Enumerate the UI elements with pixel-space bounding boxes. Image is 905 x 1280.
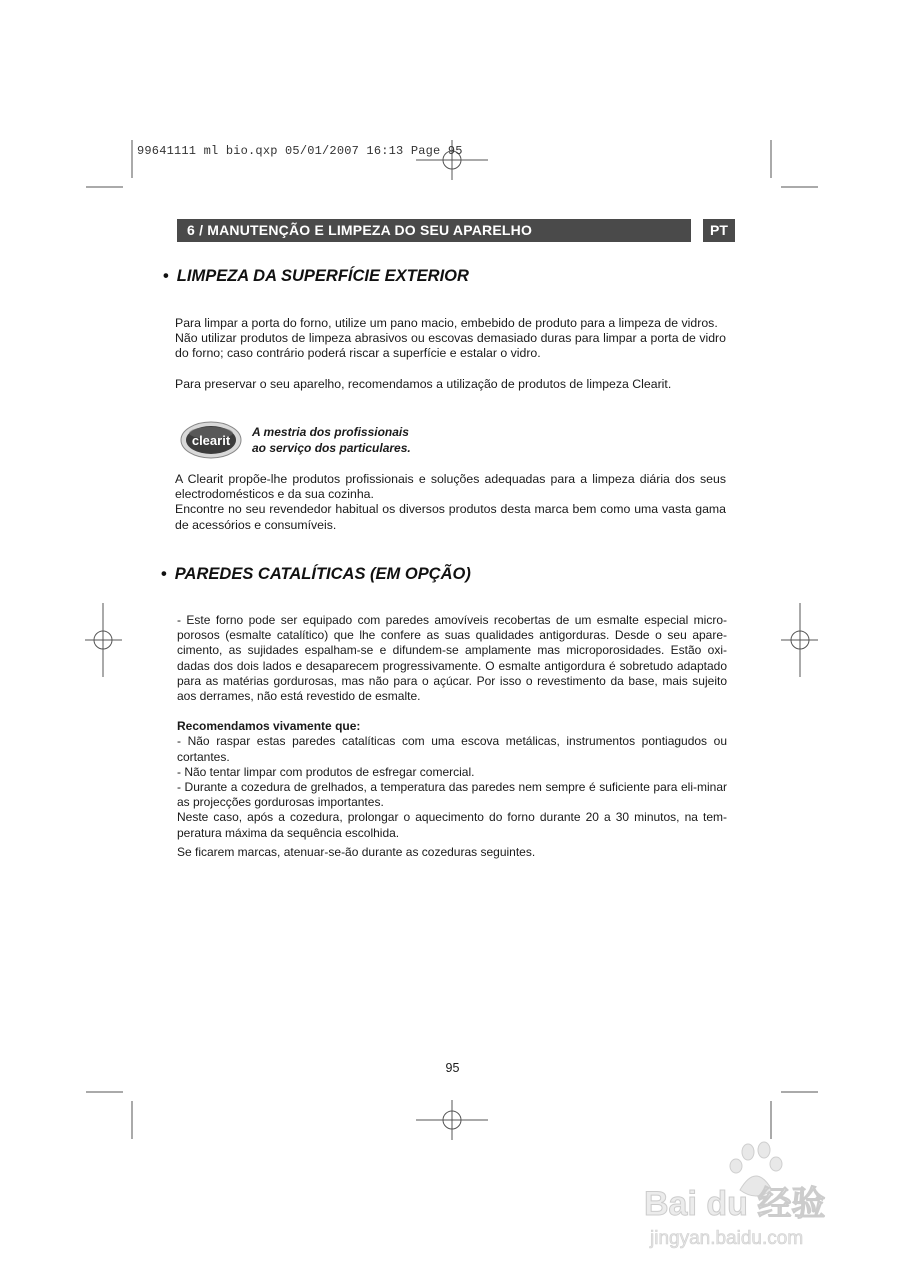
chapter-title-bar: 6 / MANUTENÇÃO E LIMPEZA DO SEU APARELHO	[177, 219, 691, 242]
bullet-icon: •	[163, 267, 169, 285]
paragraph: Não utilizar produtos de limpeza abrasivos ou escovas demasiado duras para limpar a porta de vidro do forno; caso contrário poderá riscar a superfície e estalar o vidro.	[175, 331, 726, 361]
recommend-item: - Não tentar limpar com produtos de esfregar comercial.	[177, 764, 475, 779]
tagline-line: A mestria dos profissionais	[252, 425, 409, 439]
logo-text: clearit	[191, 433, 231, 448]
clearit-tagline	[252, 425, 411, 456]
exterior-cleaning-text	[175, 316, 726, 392]
recommend-heading: Recomendamos vivamente que:	[177, 719, 361, 734]
closing-note: Se ficarem marcas, atenuar-se-ão durante as cozeduras seguintes.	[177, 844, 536, 859]
section-title-exterior-cleaning	[163, 267, 469, 286]
section-title-text: LIMPEZA DA SUPERFÍCIE EXTERIOR	[176, 267, 469, 285]
tagline-line: ao serviço dos particulares.	[252, 440, 411, 455]
watermark-brand: Bai du 经验	[644, 1185, 826, 1223]
recommend-item: - Não raspar estas paredes catalíticas com uma escova metálicas, instrumentos pontiagudos ou cortantes.	[177, 734, 727, 764]
recommend-item: Neste caso, após a cozedura, prolongar o aquecimento do forno durante 20 a 30 minutos, na tem-peratura máxima da sequência escolhida.	[177, 810, 727, 840]
paragraph: Para preservar o seu aparelho, recomendamos a utilização de produtos de limpeza Clearit.	[175, 376, 672, 391]
language-badge: PT	[703, 219, 735, 242]
section-title-catalytic-walls	[161, 565, 471, 584]
print-slug-header: 99641111 ml bio.qxp 05/01/2007 16:13 Page 95	[137, 144, 463, 158]
recommend-item: - Durante a cozedura de grelhados, a temperatura das paredes nem sempre é suficiente para eli-minar as projecções gordurosas importantes.	[177, 780, 727, 810]
catalytic-walls-text	[177, 613, 727, 860]
clearit-description	[175, 472, 726, 533]
clearit-logo	[180, 421, 242, 459]
paragraph: Para limpar a porta do forno, utilize um pano macio, embebido de produto para a limpeza de vidros.	[175, 316, 718, 330]
watermark-url: jingyan.baidu.com	[650, 1228, 804, 1249]
paragraph: Encontre no seu revendedor habitual os diversos produtos desta marca bem como uma vasta gama de acessórios e consumíveis.	[175, 502, 726, 532]
bullet-icon: •	[161, 565, 167, 583]
section-title-text: PAREDES CATALÍTICAS (EM OPÇÃO)	[174, 565, 471, 583]
baidu-watermark	[640, 1140, 850, 1270]
paragraph: A Clearit propõe-lhe produtos profissionais e soluções adequadas para a limpeza diária dos seus electrodomésticos e da sua cozinha.	[175, 472, 726, 502]
paragraph: - Este forno pode ser equipado com paredes amovíveis recobertas de um esmalte especial micro-porosos (esmalte catalítico) que lhe confere as suas qualidades antigorduras. Desde o seu apare-cimento, as sujidades espalham-se e difundem-se amplamente mas microporosidades. Estão oxi-dadas dos dois lados e desaparecem progressivamente. O esmalte antigordura é sobretudo adaptado para as matérias gordurosas, mas não para o açúcar. Por isso o revestimento da base, mais sujeito aos derrames, não está revestido de esmalte.	[177, 613, 727, 704]
page-number: 95	[445, 1061, 460, 1075]
